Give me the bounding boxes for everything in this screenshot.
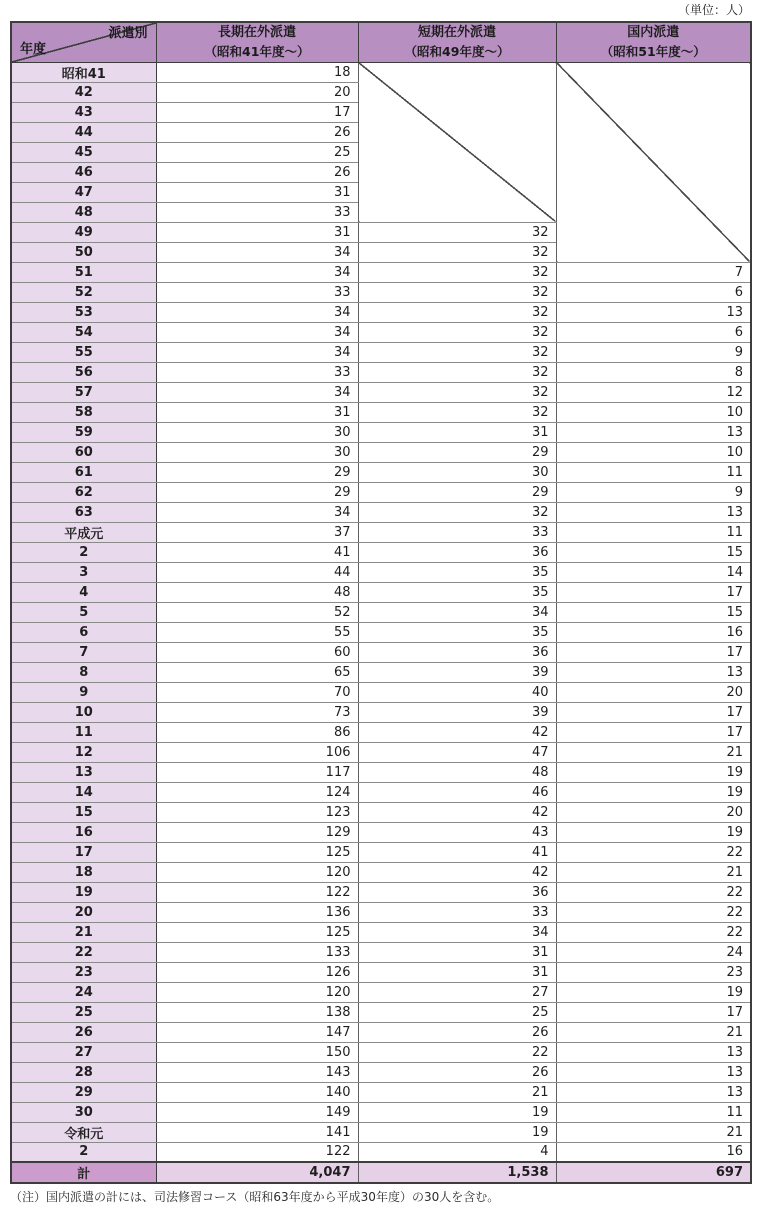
domestic-cell: 10 [556,442,751,462]
long-term-cell: 29 [156,482,358,502]
year-cell: 2 [11,542,156,562]
long-term-cell: 149 [156,1102,358,1122]
short-term-cell: 32 [358,222,556,242]
short-term-cell: 29 [358,442,556,462]
short-term-cell: 47 [358,742,556,762]
table-row [11,322,751,342]
table-row [11,822,751,842]
short-term-cell: 33 [358,902,556,922]
table-row [11,842,751,862]
short-term-cell: 19 [358,1122,556,1142]
total-label-cell: 計 [11,1162,156,1183]
table-row [11,782,751,802]
domestic-cell: 19 [556,762,751,782]
long-term-cell: 34 [156,302,358,322]
short-term-cell: 36 [358,882,556,902]
short-term-cell: 34 [358,602,556,622]
long-term-cell: 147 [156,1022,358,1042]
domestic-cell: 13 [556,502,751,522]
short-term-cell: 46 [358,782,556,802]
year-cell: 3 [11,562,156,582]
domestic-cell: 12 [556,382,751,402]
short-term-cell: 19 [358,1102,556,1122]
table-row [11,602,751,622]
long-term-cell: 31 [156,182,358,202]
year-cell: 24 [11,982,156,1002]
short-term-cell: 32 [358,282,556,302]
table-row [11,302,751,322]
year-cell: 52 [11,282,156,302]
corner-cell [11,22,156,62]
long-term-cell: 34 [156,342,358,362]
total-long-term-cell: 4,047 [156,1162,358,1183]
column-since: （昭和51年度～） [600,43,706,59]
year-cell: 16 [11,822,156,842]
year-cell: 48 [11,202,156,222]
long-term-cell: 18 [156,62,358,82]
year-cell: 47 [11,182,156,202]
long-term-cell: 48 [156,582,358,602]
long-term-cell: 120 [156,982,358,1002]
year-cell: 15 [11,802,156,822]
year-cell: 9 [11,682,156,702]
year-cell: 44 [11,122,156,142]
table-row [11,862,751,882]
short-term-cell: 40 [358,682,556,702]
long-term-cell: 20 [156,82,358,102]
year-cell: 5 [11,602,156,622]
table-row [11,62,751,82]
short-term-cell: 33 [358,522,556,542]
year-cell: 21 [11,922,156,942]
year-cell: 27 [11,1042,156,1062]
column-header-long-term [156,22,358,62]
domestic-cell: 23 [556,962,751,982]
domestic-cell: 20 [556,802,751,822]
long-term-cell: 34 [156,502,358,522]
short-term-cell: 39 [358,702,556,722]
short-term-cell: 43 [358,822,556,842]
long-term-cell: 17 [156,102,358,122]
short-term-cell: 32 [358,322,556,342]
year-cell: 30 [11,1102,156,1122]
long-term-cell: 34 [156,322,358,342]
total-domestic-cell: 697 [556,1162,751,1183]
table-row [11,582,751,602]
short-term-cell: 41 [358,842,556,862]
year-cell: 53 [11,302,156,322]
total-row [11,1162,751,1183]
long-term-cell: 138 [156,1002,358,1022]
year-cell: 51 [11,262,156,282]
long-term-cell: 60 [156,642,358,662]
long-term-cell: 125 [156,842,358,862]
short-term-cell: 32 [358,302,556,322]
table-row [11,482,751,502]
domestic-cell: 16 [556,622,751,642]
long-term-cell: 126 [156,962,358,982]
column-since: （昭和41年度～） [204,43,310,59]
table-row [11,462,751,482]
header-row [11,22,751,62]
domestic-cell: 9 [556,342,751,362]
long-term-cell: 41 [156,542,358,562]
table-row [11,722,751,742]
domestic-cell: 13 [556,422,751,442]
domestic-cell: 19 [556,982,751,1002]
year-cell: 26 [11,1022,156,1042]
table-row [11,762,751,782]
short-term-cell: 36 [358,542,556,562]
long-term-cell: 25 [156,142,358,162]
year-cell: 令和元 [11,1122,156,1142]
long-term-cell: 122 [156,1142,358,1162]
year-cell: 61 [11,462,156,482]
corner-dispatch-type-label: 派遣別 [108,26,148,41]
long-term-cell: 30 [156,422,358,442]
table-row [11,942,751,962]
table-row [11,642,751,662]
short-term-cell: 39 [358,662,556,682]
short-term-cell: 27 [358,982,556,1002]
table-row [11,662,751,682]
table-row [11,422,751,442]
year-cell: 22 [11,942,156,962]
table-row [11,1022,751,1042]
year-cell: 17 [11,842,156,862]
year-cell: 60 [11,442,156,462]
table-row [11,282,751,302]
long-term-cell: 117 [156,762,358,782]
long-term-cell: 52 [156,602,358,622]
table-row [11,442,751,462]
long-term-cell: 26 [156,162,358,182]
year-cell: 10 [11,702,156,722]
table-row [11,262,751,282]
table-row [11,622,751,642]
year-cell: 29 [11,1082,156,1102]
column-title: 長期在外派遣 [217,25,296,41]
year-cell: 14 [11,782,156,802]
year-cell: 19 [11,882,156,902]
footnote: （注）国内派遣の計には、司法修習コース（昭和63年度から平成30年度）の30人を含む。 [10,1190,500,1204]
short-term-cell: 32 [358,342,556,362]
long-term-cell: 29 [156,462,358,482]
long-term-cell: 125 [156,922,358,942]
year-cell: 49 [11,222,156,242]
year-cell: 55 [11,342,156,362]
corner-fiscal-year-label: 年度 [20,42,47,58]
domestic-cell: 9 [556,482,751,502]
table-row [11,802,751,822]
domestic-cell: 13 [556,1062,751,1082]
long-term-cell: 106 [156,742,358,762]
short-term-cell: 35 [358,622,556,642]
year-cell: 8 [11,662,156,682]
short-term-cell: 42 [358,802,556,822]
short-term-cell: 30 [358,462,556,482]
column-title: 短期在外派遣 [417,25,496,41]
long-term-cell: 26 [156,122,358,142]
domestic-cell: 17 [556,702,751,722]
long-term-cell: 122 [156,882,358,902]
short-term-cell: 31 [358,942,556,962]
long-term-cell: 65 [156,662,358,682]
year-cell: 20 [11,902,156,922]
domestic-cell: 19 [556,782,751,802]
long-term-cell: 133 [156,942,358,962]
table-row [11,902,751,922]
domestic-cell: 17 [556,1002,751,1022]
short-term-cell: 42 [358,722,556,742]
short-term-cell: 32 [358,242,556,262]
long-term-cell: 31 [156,222,358,242]
year-cell: 平成元 [11,522,156,542]
short-term-cell: 25 [358,1002,556,1022]
table-row [11,702,751,722]
domestic-cell: 21 [556,1022,751,1042]
domestic-cell: 15 [556,602,751,622]
short-term-cell: 32 [358,402,556,422]
long-term-cell: 33 [156,282,358,302]
short-term-empty-cell [358,62,556,222]
year-cell: 50 [11,242,156,262]
long-term-cell: 34 [156,262,358,282]
table-row [11,1102,751,1122]
year-cell: 62 [11,482,156,502]
domestic-cell: 17 [556,582,751,602]
domestic-cell: 13 [556,1082,751,1102]
short-term-cell: 26 [358,1022,556,1042]
short-term-cell: 22 [358,1042,556,1062]
year-cell: 6 [11,622,156,642]
short-term-cell: 42 [358,862,556,882]
long-term-cell: 44 [156,562,358,582]
year-cell: 43 [11,102,156,122]
long-term-cell: 31 [156,402,358,422]
table-row [11,342,751,362]
year-cell: 42 [11,82,156,102]
year-cell: 57 [11,382,156,402]
domestic-cell: 24 [556,942,751,962]
domestic-cell: 21 [556,1122,751,1142]
year-cell: 昭和41 [11,62,156,82]
domestic-cell: 13 [556,662,751,682]
column-since: （昭和49年度～） [404,43,510,59]
year-cell: 54 [11,322,156,342]
table-row [11,922,751,942]
table-row [11,1122,751,1142]
long-term-cell: 34 [156,382,358,402]
year-cell: 2 [11,1142,156,1162]
year-cell: 4 [11,582,156,602]
table-row [11,402,751,422]
domestic-cell: 13 [556,302,751,322]
domestic-cell: 22 [556,882,751,902]
dispatch-table [10,21,752,1184]
short-term-cell: 29 [358,482,556,502]
long-term-cell: 34 [156,242,358,262]
short-term-cell: 21 [358,1082,556,1102]
domestic-cell: 21 [556,862,751,882]
long-term-cell: 123 [156,802,358,822]
year-cell: 25 [11,1002,156,1022]
column-title: 国内派遣 [627,25,680,41]
table-row [11,1142,751,1162]
year-cell: 7 [11,642,156,662]
domestic-cell: 15 [556,542,751,562]
domestic-cell: 10 [556,402,751,422]
year-cell: 12 [11,742,156,762]
domestic-cell: 6 [556,322,751,342]
short-term-cell: 31 [358,962,556,982]
short-term-cell: 32 [358,362,556,382]
long-term-cell: 141 [156,1122,358,1142]
table-row [11,1062,751,1082]
year-cell: 58 [11,402,156,422]
domestic-cell: 6 [556,282,751,302]
short-term-cell: 32 [358,502,556,522]
column-header-domestic [556,22,751,62]
long-term-cell: 30 [156,442,358,462]
short-term-cell: 32 [358,382,556,402]
long-term-cell: 73 [156,702,358,722]
year-cell: 18 [11,862,156,882]
long-term-cell: 33 [156,202,358,222]
domestic-cell: 17 [556,722,751,742]
year-cell: 11 [11,722,156,742]
domestic-cell: 7 [556,262,751,282]
short-term-cell: 35 [358,562,556,582]
long-term-cell: 33 [156,362,358,382]
column-header-short-term [358,22,556,62]
long-term-cell: 140 [156,1082,358,1102]
domestic-cell: 16 [556,1142,751,1162]
domestic-cell: 8 [556,362,751,382]
domestic-cell: 11 [556,522,751,542]
table-row [11,982,751,1002]
year-cell: 13 [11,762,156,782]
long-term-cell: 150 [156,1042,358,1062]
year-cell: 59 [11,422,156,442]
short-term-cell: 4 [358,1142,556,1162]
table-row [11,1002,751,1022]
long-term-cell: 37 [156,522,358,542]
domestic-cell: 22 [556,922,751,942]
short-term-cell: 35 [358,582,556,602]
domestic-cell: 19 [556,822,751,842]
short-term-cell: 26 [358,1062,556,1082]
long-term-cell: 143 [156,1062,358,1082]
table-header [11,22,751,62]
domestic-cell: 22 [556,902,751,922]
long-term-cell: 86 [156,722,358,742]
domestic-empty-cell [556,62,751,262]
long-term-cell: 124 [156,782,358,802]
domestic-cell: 13 [556,1042,751,1062]
unit-label: （単位：人） [677,3,750,17]
table-row [11,522,751,542]
year-cell: 46 [11,162,156,182]
table-row [11,382,751,402]
long-term-cell: 136 [156,902,358,922]
table-footer [11,1162,751,1183]
short-term-cell: 48 [358,762,556,782]
domestic-cell: 20 [556,682,751,702]
table-row [11,682,751,702]
table-row [11,362,751,382]
domestic-cell: 22 [556,842,751,862]
long-term-cell: 120 [156,862,358,882]
domestic-cell: 11 [556,462,751,482]
year-cell: 63 [11,502,156,522]
short-term-cell: 36 [358,642,556,662]
year-cell: 23 [11,962,156,982]
short-term-cell: 34 [358,922,556,942]
short-term-cell: 31 [358,422,556,442]
table-row [11,1082,751,1102]
domestic-cell: 17 [556,642,751,662]
domestic-cell: 14 [556,562,751,582]
table-row [11,742,751,762]
domestic-cell: 21 [556,742,751,762]
table-row [11,962,751,982]
table-row [11,542,751,562]
table-row [11,1042,751,1062]
domestic-cell: 11 [556,1102,751,1122]
long-term-cell: 70 [156,682,358,702]
long-term-cell: 129 [156,822,358,842]
year-cell: 45 [11,142,156,162]
table-row [11,562,751,582]
table-body [11,62,751,1162]
year-cell: 28 [11,1062,156,1082]
total-short-term-cell: 1,538 [358,1162,556,1183]
table-row [11,882,751,902]
table-row [11,502,751,522]
short-term-cell: 32 [358,262,556,282]
long-term-cell: 55 [156,622,358,642]
year-cell: 56 [11,362,156,382]
